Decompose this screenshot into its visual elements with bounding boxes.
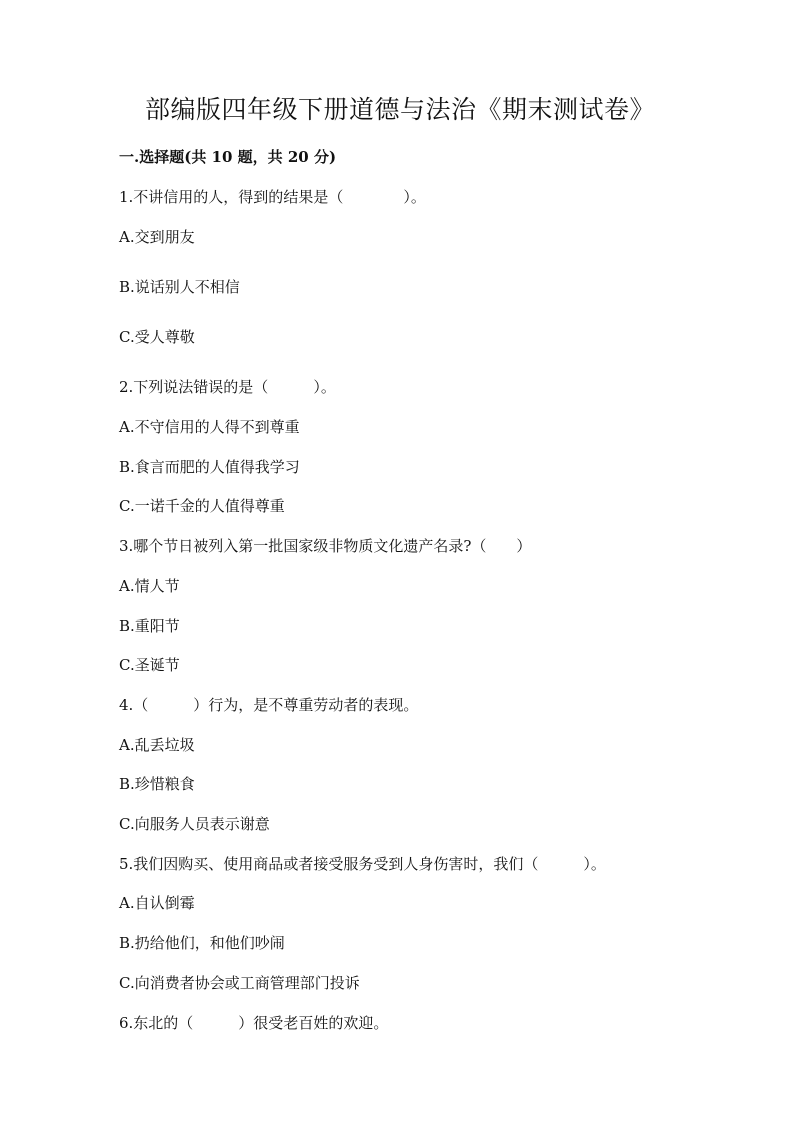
section-heading: 一.选择题(共 10 题，共 20 分) (119, 148, 337, 166)
question-6-stem: 6.东北的（ ）很受老百姓的欢迎。 (119, 1014, 389, 1032)
question-2-option-a: A.不守信用的人得不到尊重 (119, 418, 300, 436)
question-3-option-b: B.重阳节 (119, 617, 180, 635)
question-1-option-a: A.交到朋友 (119, 228, 195, 246)
question-1-option-b: B.说话别人不相信 (119, 278, 240, 296)
question-4-option-b: B.珍惜粮食 (119, 775, 195, 793)
question-3-option-c: C.圣诞节 (119, 656, 180, 674)
document-title: 部编版四年级下册道德与法治《期末测试卷》 (144, 95, 655, 124)
question-5-option-b: B.扔给他们，和他们吵闹 (119, 934, 285, 952)
question-4-option-a: A.乱丢垃圾 (119, 736, 195, 754)
question-2-stem: 2.下列说法错误的是（ ）。 (119, 378, 336, 396)
question-4-stem: 4.（ ）行为，是不尊重劳动者的表现。 (119, 696, 419, 714)
question-3-option-a: A.情人节 (119, 577, 180, 595)
question-5-stem: 5.我们因购买、使用商品或者接受服务受到人身伤害时，我们（ ）。 (119, 855, 606, 873)
question-3-stem: 3.哪个节日被列入第一批国家级非物质文化遗产名录?（ ） (119, 537, 532, 555)
question-5-option-a: A.自认倒霉 (119, 894, 195, 912)
question-1-stem: 1.不讲信用的人，得到的结果是（ ）。 (119, 188, 426, 206)
question-1-option-c: C.受人尊敬 (119, 328, 195, 346)
question-2-option-c: C.一诺千金的人值得尊重 (119, 497, 285, 515)
question-5-option-c: C.向消费者协会或工商管理部门投诉 (119, 974, 360, 992)
question-4-option-c: C.向服务人员表示谢意 (119, 815, 270, 833)
question-2-option-b: B.食言而肥的人值得我学习 (119, 458, 300, 476)
